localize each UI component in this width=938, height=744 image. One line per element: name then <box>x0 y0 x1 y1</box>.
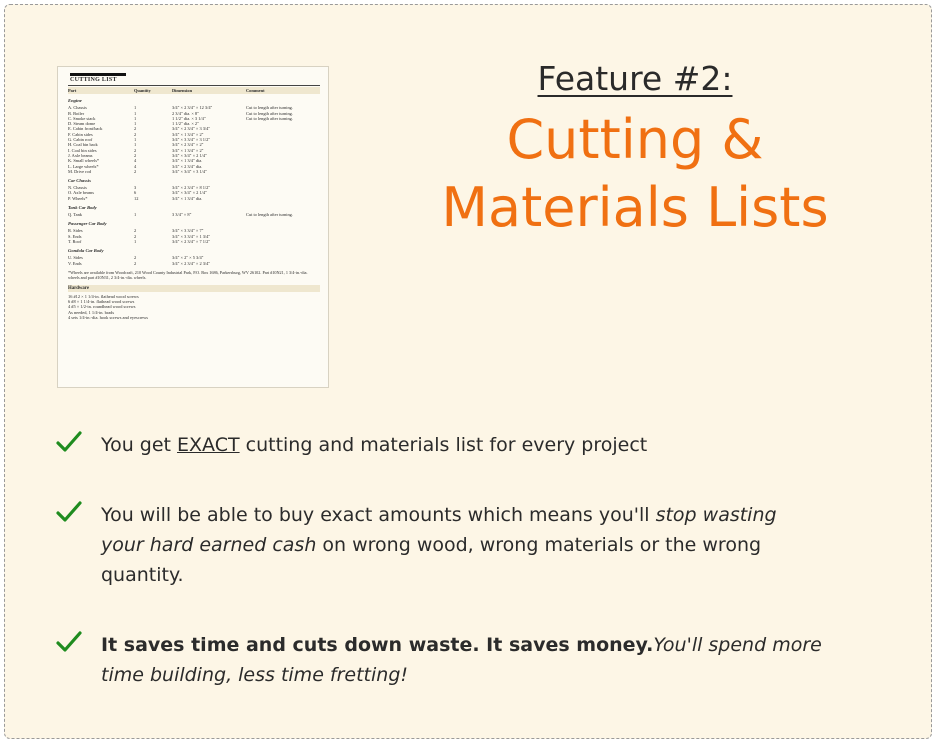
doc-section-heading: Passenger Car Body <box>68 221 107 227</box>
benefit-1-emphasis: EXACT <box>177 434 240 456</box>
benefit-2-text: on wrong wood, wrong materials or the wrong <box>316 534 762 556</box>
doc-table-cell: I. Coal bin sides <box>68 147 97 153</box>
doc-table-cell: 3/4" × 3 3/4" × 1 3/4" <box>172 233 211 239</box>
doc-table-cell: E. Cabin front/back <box>68 126 103 132</box>
benefit-2-italic: stop wasting <box>655 504 777 526</box>
doc-table-cell: Cut to length after turning. <box>246 212 293 218</box>
benefit-text <box>101 630 851 690</box>
doc-rule <box>68 85 320 86</box>
doc-hardware-list <box>68 294 320 320</box>
doc-table-cell: 3/4" × 2 3/4" dia. <box>172 163 203 169</box>
benefit-2-line1 <box>101 500 851 530</box>
doc-table-cell: T. Roof <box>68 238 82 244</box>
doc-section-heading: Tank Car Body <box>68 205 97 211</box>
doc-body <box>68 98 320 266</box>
feature-title-line1: Cutting & <box>506 108 764 171</box>
feature-label: Feature #2: <box>537 59 733 98</box>
benefit-2-text: You will be able to buy exact amounts which means you'll <box>101 504 656 526</box>
doc-table-cell: 3/4" × 1 3/4" dia. <box>172 195 203 201</box>
doc-table-cell: 6 <box>134 190 137 196</box>
doc-table-cell: 3 3/4" × 8" <box>172 212 192 218</box>
doc-table-cell <box>246 169 320 174</box>
doc-table-cell: L. Large wheels* <box>68 163 99 169</box>
benefit-text <box>101 430 851 460</box>
doc-table-cell: U. Sides <box>68 255 83 261</box>
benefit-3-bold: It saves time and cuts down waste. It saves money. <box>101 634 654 656</box>
benefit-3-line1 <box>101 630 851 660</box>
doc-table-row <box>68 196 320 201</box>
doc-table-cell: N. Chassis <box>68 185 87 191</box>
doc-table-cell <box>246 196 320 201</box>
doc-table-cell: 3/4" × 1 3/4" dia. <box>172 158 203 164</box>
doc-table-cell: Cut to length after turning. <box>246 115 293 121</box>
doc-table-cell: O. Axle beams <box>68 190 94 196</box>
doc-table-cell: 3/4" × 3 3/4" × 3 1/2" <box>172 137 211 143</box>
doc-table-cell: 3/4" × 2 3/4" × 12 3/4" <box>172 105 213 111</box>
doc-header-part: Part <box>68 88 77 93</box>
doc-section-heading: Car Chassis <box>68 178 91 184</box>
doc-table-cell: H. Coal bin back <box>68 142 98 148</box>
doc-table-cell: 3/4" × 2 3/4" × 2" <box>172 142 204 148</box>
doc-table-cell: 3/4" × 2 3/4" × 3 3/4" <box>172 126 211 132</box>
doc-table-cell: 1 <box>134 137 137 143</box>
doc-table-cell: 3/4" × 2" × 5 3/4" <box>172 255 204 261</box>
doc-table-cell: 1 <box>134 105 137 111</box>
doc-table-cell: 3/4" × 1 3/4" × 2" <box>172 147 204 153</box>
doc-table-cell: 12 <box>134 195 139 201</box>
cutting-list-image <box>57 66 329 388</box>
doc-table-row <box>68 212 320 217</box>
doc-table-cell: 2 <box>134 228 137 234</box>
doc-section-heading: Engine <box>68 98 82 104</box>
doc-hardware-item: As needed, 1 1/4-in. brads <box>68 309 115 315</box>
doc-table-cell: C. Smoke stack <box>68 115 96 121</box>
doc-table-cell: 2 <box>134 147 137 153</box>
doc-table-row <box>68 169 320 174</box>
doc-table-cell: A. Chassis <box>68 105 87 111</box>
benefit-3-line2: time building, less time fretting! <box>101 664 409 686</box>
doc-table-cell: J. Axle beams <box>68 152 93 158</box>
doc-table-cell: S. Ends <box>68 233 82 239</box>
doc-table-cell: Cut to length after turning. <box>246 105 293 111</box>
doc-table-cell: F. Cabin sides <box>68 131 93 137</box>
doc-section-heading: Gondola Car Body <box>68 248 104 254</box>
doc-table-cell: 3/4" × 2 3/4" × 7 1/2" <box>172 238 211 244</box>
benefit-2-line3: quantity. <box>101 564 184 586</box>
doc-table-cell: 2 <box>134 152 137 158</box>
doc-table-cell: 2 <box>134 168 137 174</box>
doc-header-quantity: Quantity <box>134 88 151 93</box>
feature-title <box>405 106 865 242</box>
benefit-1-before: You get <box>101 434 178 456</box>
doc-table-cell: G. Cabin roof <box>68 137 93 143</box>
doc-table-cell: B. Boiler <box>68 110 85 116</box>
doc-table-cell: M. Drive rod <box>68 168 92 174</box>
doc-table-cell: 3 <box>134 185 137 191</box>
doc-hardware-item: 16 #12 × 1 1/4-in. flathead wood screws <box>68 293 139 299</box>
doc-table-cell: V. Ends <box>68 260 82 266</box>
doc-table-cell: 1 <box>134 121 137 127</box>
doc-table-cell: 3/4" × 3/4" × 2 1/4" <box>172 152 207 158</box>
doc-table-row <box>68 239 320 244</box>
doc-table-cell: 3/4" × 3 3/4" × 7" <box>172 228 204 234</box>
doc-table-cell: 1 <box>134 110 137 116</box>
doc-table-cell <box>246 239 320 244</box>
doc-table-cell: 2 <box>134 255 137 261</box>
doc-hardware-item: 4 sets 1/4-in.-dia. hook screws and eyescrews <box>68 315 148 321</box>
doc-table-cell: 1 <box>134 142 137 148</box>
doc-table-cell: R. Sides <box>68 228 83 234</box>
doc-table-cell: 1 <box>134 115 137 121</box>
doc-table-cell: 1 <box>134 238 137 244</box>
doc-table-cell: 1 1/2" dia. × 3 1/4" <box>172 115 206 121</box>
doc-table-cell: 3/4" × 2 3/4" × 8 1/2" <box>172 185 211 191</box>
check-icon <box>55 428 83 456</box>
doc-table-cell: 2 <box>134 131 137 137</box>
doc-hardware-item: 6 #8 × 1 1/4-in. flathead wood screws <box>68 299 135 305</box>
doc-table-cell: D. Steam dome <box>68 121 96 127</box>
doc-table-cell: 3/4" × 3/4" × 3 1/4" <box>172 168 207 174</box>
doc-wheel-note: *Wheels are available from Woodcraft, 210 Wood County Industrial Park, P.O. Box 1686, Parkersburg, WV 26102. Part #10N21, 1 3/4-in.-dia. wheels and part #10N31, 2 3/4-in.-dia. wheels. <box>68 269 308 280</box>
doc-hardware-heading: Hardware <box>68 285 320 292</box>
check-icon <box>55 498 83 526</box>
benefit-2-line2 <box>101 530 851 560</box>
doc-table-cell: 2 <box>134 260 137 266</box>
doc-table-row <box>68 261 320 266</box>
doc-header-comment: Comment <box>246 88 265 93</box>
doc-table-cell: 3/4" × 3/4" × 2 1/4" <box>172 190 207 196</box>
doc-hardware-item: 4 #5 × 1/2-in. roundhead wood screws <box>68 304 136 310</box>
benefit-2-italic: your hard earned cash <box>101 534 317 556</box>
doc-table-cell: 1 1/2" dia. × 2" <box>172 121 199 127</box>
doc-table-cell: 4 <box>134 158 137 164</box>
doc-table-cell: 2 <box>134 233 137 239</box>
doc-header-dimension: Dimension <box>172 88 193 93</box>
feature-title-line2: Materials Lists <box>441 176 829 239</box>
benefit-1-after: cutting and materials list for every project <box>239 434 648 456</box>
doc-header-row <box>68 87 320 94</box>
doc-table-cell: Cut to length after turning. <box>246 110 293 116</box>
doc-table-cell: P. Wheels* <box>68 195 88 201</box>
benefit-3-italic: You'll spend more <box>653 634 822 656</box>
doc-table-cell: 1 <box>134 212 137 218</box>
doc-table-cell: 2 3/4" dia. × 8" <box>172 110 199 116</box>
doc-table-cell: 2 <box>134 126 137 132</box>
doc-table-cell <box>246 261 320 266</box>
benefit-text <box>101 500 851 590</box>
doc-title: CUTTING LIST <box>70 77 117 83</box>
doc-table-cell: 3/4" × 2 3/4" × 2 3/4" <box>172 260 211 266</box>
doc-table-cell: K. Small wheels* <box>68 158 100 164</box>
doc-title-bar <box>70 73 126 76</box>
check-icon <box>55 628 83 656</box>
doc-table-cell: 3/4" × 1 3/4" × 2" <box>172 131 204 137</box>
doc-table-cell: Q. Tank <box>68 212 83 218</box>
doc-table-cell: 4 <box>134 163 137 169</box>
